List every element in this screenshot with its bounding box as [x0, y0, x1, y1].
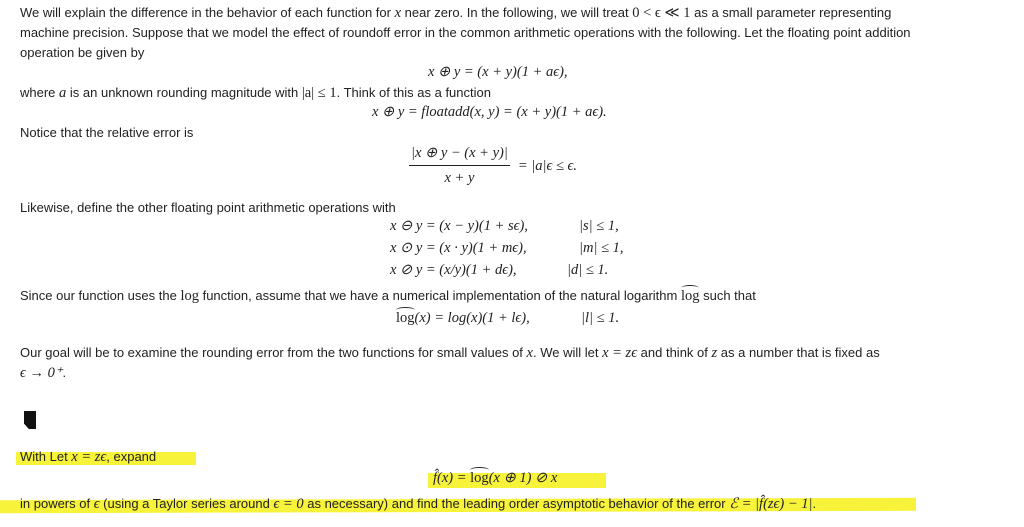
bound-l: |l| ≤ 1.: [581, 310, 620, 326]
task-text: .: [812, 496, 817, 511]
math-epsilon-bound: 0 < ϵ ≪ 1: [632, 5, 691, 21]
math-substitution: x = zϵ: [71, 449, 107, 465]
fraction-numerator: |x ⊕ y − (x + y)|: [409, 145, 510, 166]
bound-m: |m| ≤ 1,: [579, 240, 624, 256]
equation-float-div: x ⊘ y = (x/y)(1 + dϵ),: [390, 262, 517, 278]
equation-float-sub: x ⊖ y = (x − y)(1 + sϵ),: [390, 218, 528, 234]
likewise-text: Likewise, define the other floating point arithmetic operations with: [20, 200, 396, 215]
equation-log-approx: [396, 310, 530, 327]
math-limit: ϵ → 0⁺: [20, 365, 63, 381]
task-line-2: [20, 496, 816, 513]
equation-float-add: x ⊕ y = (x + y)(1 + aϵ),: [428, 64, 568, 80]
intro-line-2: machine precision. Suppose that we model the effect of roundoff error in the common arithmetic operations with the following. Let the floating point addition: [20, 25, 911, 40]
math-z: z: [711, 345, 718, 361]
goal-line-1: [20, 345, 880, 362]
intro-text: near zero. In the following, we will treat: [401, 5, 633, 20]
since-line: [20, 288, 756, 305]
bound-s: |s| ≤ 1,: [579, 218, 619, 234]
intro-line-3: operation be given by: [20, 45, 145, 60]
math-error: ℰ = |f̂(zϵ) − 1|: [729, 496, 813, 512]
equation-floatadd: x ⊕ y = floatadd(x, y) = (x + y)(1 + aϵ).: [372, 104, 607, 120]
task-text: in powers of: [20, 496, 94, 511]
f-hat-rest: (x ⊕ 1) ⊘ x: [488, 470, 558, 486]
goal-text: Our goal will be to examine the rounding error from the two functions for small values of: [20, 345, 527, 360]
math-epsilon-zero: ϵ = 0: [273, 496, 304, 512]
math-substitution: x = zϵ: [602, 345, 638, 361]
math-log-hat: log: [470, 470, 489, 486]
math-x: x: [394, 5, 402, 21]
goal-text: and think of: [637, 345, 712, 360]
task-text: With Let: [20, 449, 72, 464]
relative-error-rhs: = |a|ϵ ≤ ϵ.: [517, 157, 577, 174]
where-text: is an unknown rounding magnitude with: [66, 85, 302, 100]
math-log-hat: log: [680, 288, 700, 304]
equation-relative-error: [409, 145, 577, 187]
math-log: log: [180, 288, 199, 304]
math-a-bound: |a| ≤ 1: [301, 85, 337, 101]
intro-line-1: [20, 5, 891, 22]
task-text: as necessary) and find the leading order asymptotic behavior of the error: [303, 496, 730, 511]
where-text: . Think of this as a function: [336, 85, 491, 100]
equation-f-hat: [433, 470, 557, 487]
since-text: such that: [699, 288, 756, 303]
equation-float-mul: x ⊙ y = (x · y)(1 + mϵ),: [390, 240, 527, 256]
goal-text: .: [62, 365, 67, 380]
goal-text: as a number that is fixed as: [717, 345, 880, 360]
where-text: where: [20, 85, 60, 100]
where-line: [20, 85, 491, 102]
goal-text: . We will let: [532, 345, 603, 360]
math-x: x: [526, 345, 533, 361]
f-hat-lhs: f̂(x) =: [433, 470, 471, 486]
bookmark-marker-icon: [24, 411, 36, 429]
since-text: function, assume that we have a numerical implementation of the natural logarithm: [198, 288, 681, 303]
task-text: , expand: [106, 449, 157, 464]
math-log-hat: log: [396, 310, 415, 326]
log-approx-rest: (x) = log(x)(1 + lϵ),: [414, 310, 530, 326]
since-text: Since our function uses the: [20, 288, 181, 303]
intro-text: We will explain the difference in the behavior of each function for: [20, 5, 395, 20]
notice-text: Notice that the relative error is: [20, 125, 194, 140]
math-a: a: [59, 85, 67, 101]
fraction: [409, 145, 510, 187]
bound-d: |d| ≤ 1.: [567, 262, 609, 278]
intro-text: as a small parameter representing: [690, 5, 892, 20]
task-text: (using a Taylor series around: [99, 496, 274, 511]
goal-line-2: [20, 365, 66, 382]
fraction-denominator: x + y: [444, 170, 475, 186]
task-line-1: [20, 449, 156, 466]
math-epsilon: ϵ: [93, 496, 100, 512]
